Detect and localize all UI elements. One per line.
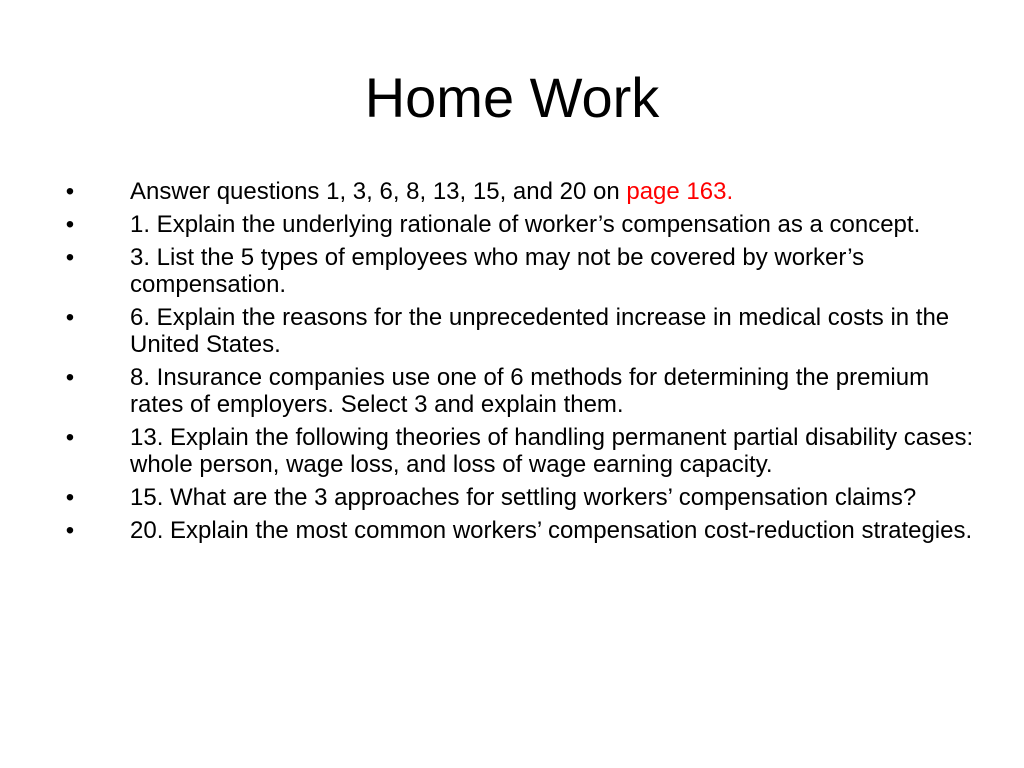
list-item	[60, 211, 980, 238]
bullet-icon: •	[65, 304, 75, 331]
page-reference: page 163.	[626, 178, 734, 205]
list-item-text: 6. Explain the reasons for the unprecedented increase in medical costs in the United States.	[130, 304, 950, 358]
slide-title: Home Work	[364, 66, 660, 129]
list-item-text: 20. Explain the most common workers’ compensation cost-reduction strategies.	[130, 517, 973, 544]
bullet-icon: •	[65, 484, 75, 511]
bullet-icon: •	[65, 244, 75, 271]
bullet-icon: •	[65, 211, 75, 238]
bullet-icon: •	[65, 424, 75, 451]
list-item	[60, 244, 980, 298]
list-item-text: 15. What are the 3 approaches for settling workers’ compensation claims?	[130, 484, 917, 511]
list-item-text: 1. Explain the underlying rationale of worker’s compensation as a concept.	[130, 211, 921, 238]
bullet-list	[60, 178, 980, 550]
list-item-text: 13. Explain the following theories of handling permanent partial disability cases: whole person, wage loss, and loss of wage earning capacity.	[130, 424, 974, 478]
bullet-icon: •	[65, 364, 75, 391]
list-item	[60, 484, 980, 511]
bullet-icon: •	[65, 517, 75, 544]
list-item	[60, 304, 980, 358]
bullet-icon: •	[65, 178, 75, 205]
list-item-text: Answer questions 1, 3, 6, 8, 13, 15, and 20 on	[130, 178, 627, 205]
list-item	[60, 517, 980, 544]
list-item	[60, 178, 980, 205]
list-item	[60, 424, 980, 478]
list-item-text: 8. Insurance companies use one of 6 methods for determining the premium rates of employers. Select 3 and explain them.	[130, 364, 930, 418]
list-item	[60, 364, 980, 418]
list-item-text: 3. List the 5 types of employees who may not be covered by worker’s compensation.	[130, 244, 865, 298]
